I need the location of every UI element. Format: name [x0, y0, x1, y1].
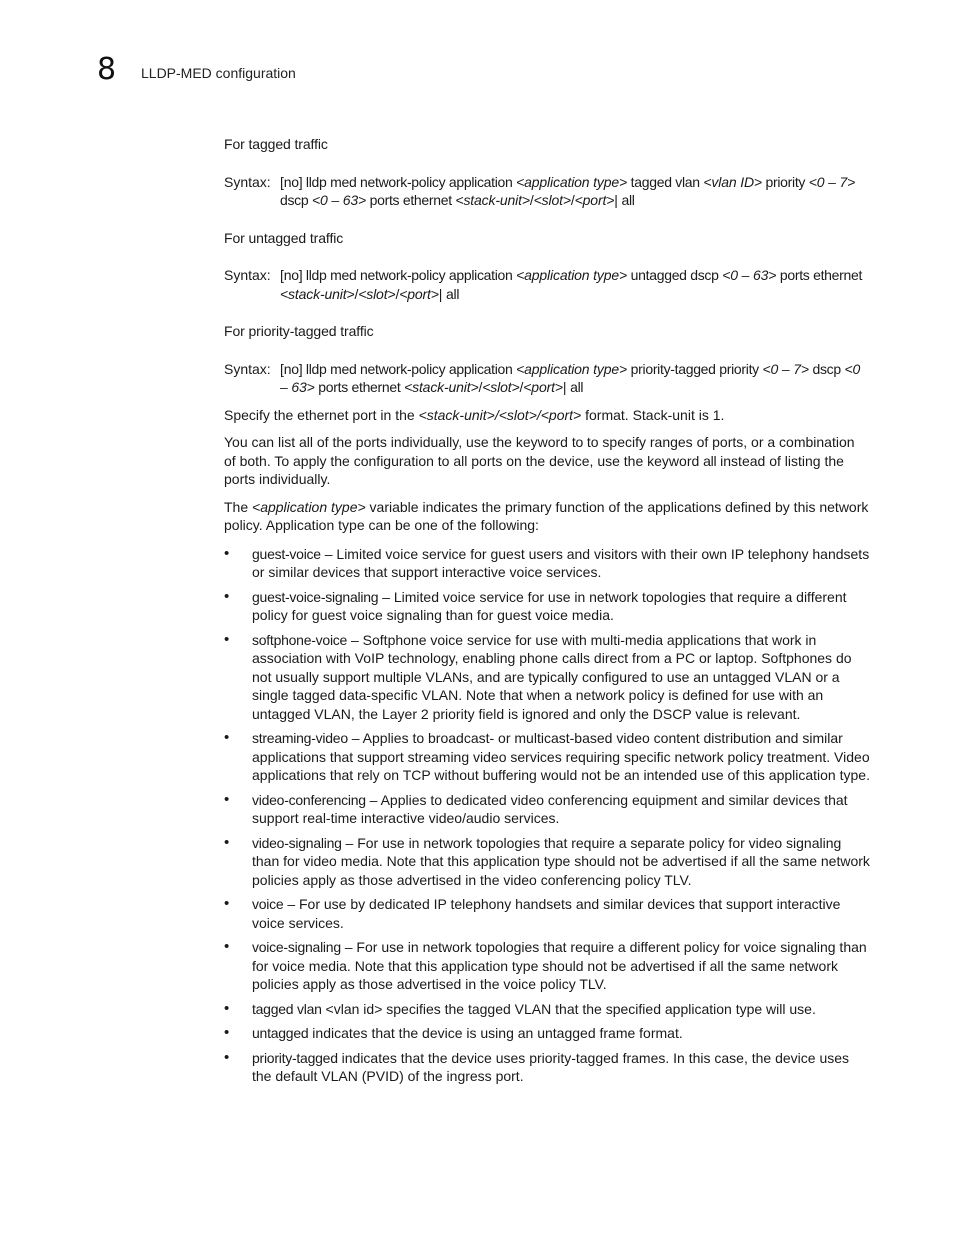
cmd-variable: <application type> — [516, 267, 628, 283]
list-item — [224, 834, 870, 890]
para-text: to specify ranges of ports, or a combination of both. To apply the configuration to all ports on the device, use the keyword — [224, 434, 855, 469]
list-item-term: voice-signaling — [252, 939, 341, 955]
list-item-term: video-signaling — [252, 834, 342, 851]
list-item-term: streaming-video — [252, 730, 348, 746]
list-item-text: – For use in network topologies that require a different policy for voice signaling than for voice media. Note that this application type should not be advertised if all the same network policies apply as those advertised in the voice policy TLV. — [252, 939, 867, 992]
cmd-keyword: no — [283, 173, 299, 190]
cmd-keyword: no — [283, 267, 299, 283]
paragraph-port-list — [224, 433, 870, 489]
cmd-keyword: priority — [761, 173, 809, 190]
cmd-variable: <port> — [574, 192, 615, 208]
cmd-keyword: ] lldp med network-policy application — [298, 360, 517, 377]
list-item-text: <vlan id> specifies the tagged VLAN that the specified application type will use. — [321, 1000, 816, 1017]
bullet-icon: • — [224, 544, 230, 562]
list-item — [224, 791, 870, 828]
cmd-keyword: ports ethernet — [776, 267, 863, 283]
heading-untagged-traffic: For untagged traffic — [224, 229, 344, 246]
bullet-icon: • — [224, 790, 230, 808]
cmd-keyword: dscp — [808, 360, 845, 377]
cmd-variable: <stack-unit> — [455, 192, 530, 208]
syntax-priority-tagged — [224, 360, 870, 397]
bullet-icon: • — [224, 1024, 230, 1041]
cmd-variable: <0 – 7> — [808, 173, 856, 190]
list-item — [224, 729, 870, 785]
para-text: You can list all of the ports individually, use the keyword — [224, 434, 572, 450]
cmd-variable: <slot> — [533, 192, 571, 208]
cmd-variable: <0 – 63> — [280, 360, 861, 395]
cmd-keyword: ports ethernet — [314, 379, 405, 395]
list-item-text: – Limited voice service for guest users and visitors with their own IP telephony handsets or similar devices that support interactive voice services. — [252, 545, 870, 580]
para-text: Specify the ethernet port in the — [224, 406, 419, 423]
list-item — [224, 895, 870, 932]
cmd-variable: <0 – 63> — [311, 192, 367, 208]
bullet-icon: • — [224, 999, 230, 1017]
para-text: The — [224, 498, 253, 515]
list-item-term: untagged — [252, 1025, 309, 1041]
syntax-label: Syntax: — [224, 360, 271, 377]
cmd-text: / — [478, 379, 483, 395]
cmd-text: | — [614, 192, 622, 208]
cmd-keyword: ] lldp med network-policy application — [298, 173, 517, 190]
list-item-text: indicates that the device uses priority-tagged frames. In this case, the device uses the default VLAN (PVID) of the ingress port. — [252, 1049, 850, 1084]
cmd-text: / — [354, 285, 359, 302]
list-item-term: priority-tagged — [252, 1049, 338, 1066]
list-item — [224, 1000, 870, 1019]
list-item-term: video-conferencing — [252, 791, 366, 808]
cmd-text: | — [562, 379, 571, 395]
bullet-icon: • — [224, 729, 230, 746]
cmd-variable: <vlan ID> — [703, 173, 762, 190]
syntax-label: Syntax: — [224, 173, 271, 190]
cmd-text: / — [570, 192, 575, 208]
list-item — [224, 1049, 870, 1086]
bullet-icon: • — [224, 895, 230, 912]
chapter-number: 8 — [97, 52, 117, 87]
para-text: instead of listing the ports individually. — [224, 452, 844, 487]
syntax-command — [280, 173, 870, 210]
cmd-keyword: all — [446, 285, 460, 302]
list-item — [224, 588, 870, 625]
list-item-text: – Softphone voice service for use with multi-media applications that work in association with VoIP technology, enabling phone calls direct from a PC or laptop. Softphones do not usually support multiple VLANs, and are typically configured to use an untagged VLAN or a single tagged data-specific VLAN. Note that when a network policy is defined for use with an untagged VLAN, the Layer 2 priority field is ignored and only the DSCP value is relevant. — [252, 631, 852, 722]
cmd-keyword: dscp — [280, 192, 312, 208]
cmd-variable: <slot> — [482, 379, 520, 395]
list-item-term: guest-voice-signaling — [252, 588, 379, 605]
cmd-text: [ — [280, 173, 284, 190]
syntax-command — [280, 360, 870, 397]
syntax-command — [280, 266, 870, 303]
cmd-keyword: ports ethernet — [366, 192, 456, 208]
list-item — [224, 938, 870, 994]
application-type-list — [224, 545, 870, 1086]
list-item-text: – Limited voice service for use in network topologies that require a different policy for guest voice signaling than for guest voice media. — [252, 588, 847, 623]
list-item-term: softphone-voice — [252, 631, 348, 648]
cmd-variable: <slot> — [358, 285, 396, 302]
cmd-keyword: all — [570, 379, 584, 395]
bullet-icon: • — [224, 833, 230, 851]
cmd-variable: <application type> — [516, 173, 628, 190]
bullet-icon: • — [224, 1048, 230, 1066]
cmd-keyword: no — [283, 360, 299, 377]
cmd-text: / — [519, 379, 524, 395]
para-variable: <application type> — [252, 498, 366, 515]
cmd-text: [ — [280, 267, 284, 283]
cmd-variable: <port> — [523, 379, 563, 395]
para-keyword: to — [571, 434, 583, 450]
para-text: format. Stack-unit is 1. — [581, 406, 725, 423]
list-item — [224, 631, 870, 724]
list-item-text: – For use in network topologies that require a separate policy for video signaling than for video media. Note that this application type should not be advertised if all the same network policies apply as those advertised in the video conferencing policy TLV. — [252, 834, 870, 888]
list-item — [224, 545, 870, 582]
list-item-text: – Applies to broadcast- or multicast-based video content distribution and similar applications that support streaming video services requiring specific network policy treatment. Video applications that rely on TCP without buffering would not be an intended use of this application type. — [252, 730, 870, 783]
para-text: variable indicates the primary function of the applications defined by this network policy. Application type can be one of the following: — [224, 498, 869, 533]
cmd-text: / — [529, 192, 534, 208]
heading-tagged-traffic: For tagged traffic — [224, 136, 328, 152]
cmd-text: | — [438, 285, 447, 302]
cmd-text: [ — [280, 360, 284, 377]
heading-priority-tagged-traffic: For priority-tagged traffic — [224, 323, 374, 339]
cmd-variable: <application type> — [516, 360, 628, 377]
list-item-term: guest-voice — [252, 545, 321, 562]
list-item-term: tagged vlan — [252, 1000, 322, 1017]
bullet-icon: • — [224, 630, 230, 648]
list-item-text: – Applies to dedicated video conferencing equipment and similar devices that support real-time interactive video/audio services. — [252, 791, 848, 826]
cmd-keyword: tagged vlan — [627, 173, 704, 190]
paragraph-port-format — [224, 406, 870, 425]
cmd-variable: <0 – 7> — [762, 360, 809, 377]
cmd-variable: <stack-unit> — [404, 379, 479, 395]
syntax-untagged — [224, 266, 870, 303]
paragraph-application-type — [224, 498, 870, 535]
cmd-keyword: ] lldp med network-policy application — [298, 267, 517, 283]
list-item-term: voice — [252, 896, 284, 912]
syntax-label: Syntax: — [224, 267, 271, 283]
bullet-icon: • — [224, 938, 230, 955]
para-variable: <stack-unit>/<slot>/<port> — [418, 406, 582, 423]
list-item — [224, 1024, 870, 1043]
list-item-text: indicates that the device is using an untagged frame format. — [308, 1025, 683, 1041]
cmd-variable: <port> — [399, 285, 439, 302]
cmd-keyword: untagged dscp — [627, 267, 723, 283]
page-content — [224, 135, 870, 1086]
cmd-keyword: all — [621, 192, 635, 208]
list-item-text: – For use by dedicated IP telephony handsets and similar devices that support interactive voice services. — [252, 896, 841, 931]
running-header-title: LLDP-MED configuration — [141, 65, 296, 81]
para-keyword: all — [703, 452, 717, 469]
cmd-variable: <0 – 63> — [722, 267, 777, 283]
syntax-tagged — [224, 173, 870, 210]
bullet-icon: • — [224, 587, 230, 605]
cmd-text: / — [395, 285, 400, 302]
cmd-keyword: priority-tagged priority — [627, 360, 763, 377]
cmd-variable: <stack-unit> — [280, 285, 355, 302]
